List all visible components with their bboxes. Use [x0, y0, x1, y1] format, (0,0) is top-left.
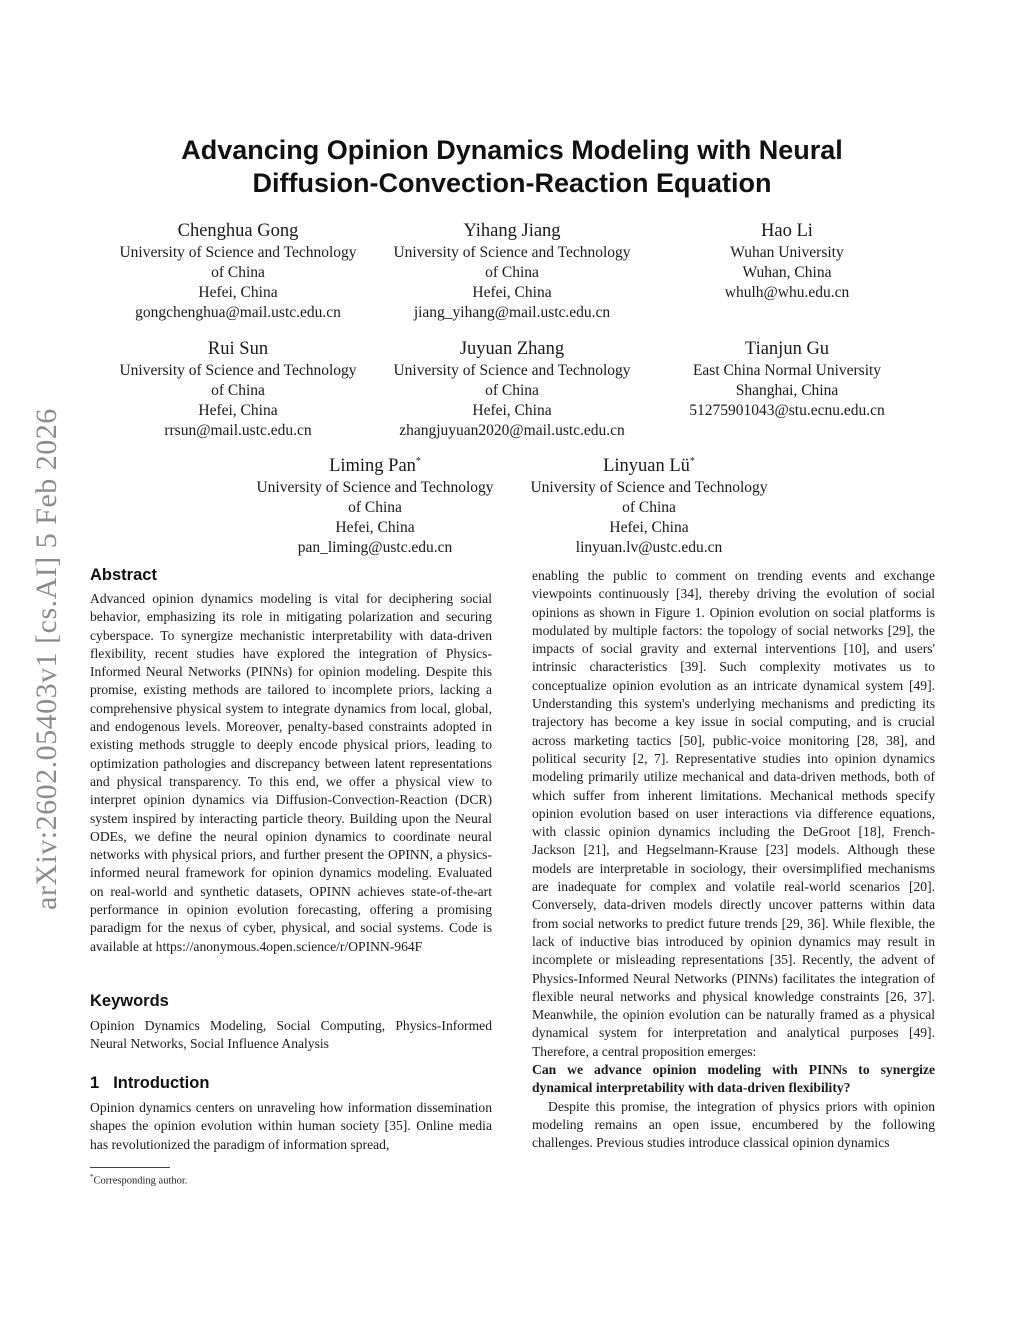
corresponding-mark: *: [415, 456, 421, 467]
introduction-heading: [90, 1074, 209, 1093]
keywords-text: [90, 1017, 492, 1054]
author-email[interactable]: rrsun@mail.ustc.edu.cn: [164, 422, 312, 440]
author-name: Hao Li: [761, 221, 813, 242]
author-location: Hefei, China: [609, 519, 689, 537]
author-location: Hefei, China: [198, 284, 278, 302]
author-block: [372, 333, 652, 441]
author-affiliation: of China: [211, 264, 265, 282]
author-location: Wuhan, China: [742, 264, 832, 282]
author-name: Liming Pan: [329, 456, 416, 477]
introduction-right-text: [532, 567, 935, 1153]
paper-title: [100, 134, 924, 200]
author-email[interactable]: gongchenghua@mail.ustc.edu.cn: [135, 304, 341, 322]
author-affiliation: University of Science and Technology: [119, 244, 357, 262]
author-block: [98, 333, 378, 441]
author-block: [647, 333, 927, 421]
author-email[interactable]: pan_liming@ustc.edu.cn: [297, 539, 453, 557]
author-affiliation: University of Science and Technology: [119, 362, 357, 380]
author-block: [98, 215, 378, 323]
author-affiliation: of China: [348, 499, 402, 517]
author-name: Linyuan Lü: [603, 456, 690, 477]
corresponding-mark: *: [689, 456, 695, 467]
author-location: Hefei, China: [198, 402, 278, 420]
section-title: Introduction: [113, 1074, 210, 1092]
footnote-text: Corresponding author.: [93, 1175, 188, 1187]
author-location: Hefei, China: [335, 519, 415, 537]
author-location: Hefei, China: [472, 402, 552, 420]
author-affiliation: East China Normal University: [692, 362, 882, 380]
author-affiliation: University of Science and Technology: [256, 479, 494, 497]
footnote: [90, 1173, 187, 1187]
author-affiliation: of China: [485, 264, 539, 282]
introduction-paragraph: Opinion dynamics centers on unraveling how information dissemination shapes the opinion evolution within human society [35]. Online media has revolutionized the paradigm of information spread,: [90, 1100, 492, 1152]
author-affiliation: of China: [211, 382, 265, 400]
author-email[interactable]: whulh@whu.edu.cn: [724, 284, 850, 302]
author-email[interactable]: linyuan.lv@ustc.edu.cn: [575, 539, 723, 557]
author-block: [509, 450, 789, 558]
author-affiliation: Wuhan University: [730, 244, 844, 262]
author-name: Rui Sun: [207, 339, 269, 360]
author-name: Tianjun Gu: [744, 339, 830, 360]
author-affiliation: University of Science and Technology: [530, 479, 768, 497]
author-affiliation: University of Science and Technology: [393, 362, 631, 380]
author-name: Yihang Jiang: [463, 221, 561, 242]
arxiv-identifier-stamp: arXiv:2602.05403v1 [cs.AI] 5 Feb 2026: [30, 408, 63, 910]
author-affiliation: of China: [485, 382, 539, 400]
keywords-paragraph: Opinion Dynamics Modeling, Social Computing, Physics-Informed Neural Networks, Social Influence Analysis: [90, 1018, 492, 1052]
footnote-divider: [90, 1167, 170, 1168]
author-email[interactable]: 51275901043@stu.ecnu.edu.cn: [689, 402, 885, 420]
abstract-heading: Abstract: [90, 566, 157, 584]
introduction-left-text: [90, 1099, 492, 1154]
author-block: [647, 215, 927, 303]
author-email[interactable]: jiang_yihang@mail.ustc.edu.cn: [413, 304, 611, 322]
abstract-text: [90, 590, 492, 956]
keywords-heading: Keywords: [90, 992, 169, 1010]
author-name: Juyuan Zhang: [459, 339, 565, 360]
author-affiliation: University of Science and Technology: [393, 244, 631, 262]
author-location: Hefei, China: [472, 284, 552, 302]
introduction-paragraph: Despite this promise, the integration of physics priors with opinion modeling remains an open issue, encumbered by the following challenges. Previous studies introduce classical opinion dynamics: [532, 1098, 935, 1151]
author-block: [235, 450, 515, 558]
footnote-mark: *: [90, 1173, 94, 1181]
research-question: Can we advance opinion modeling with PINNs to synergize dynamical interpretability with data-driven flexibility?: [532, 1062, 935, 1096]
author-block: [372, 215, 652, 323]
introduction-paragraph: enabling the public to comment on trending events and exchange viewpoints continuously [34], thereby driving the evolution of social opinions as shown in Figure 1. Opinion evolution on social platforms is modulated by multiple factors: the topology of social networks [29], the impacts of social gravity and external interventions [10], and users' intrinsic characteristics [39]. Such complexity motivates us to conceptualize opinion evolution as an intricate dynamical system [49]. Understanding this system's underlying mechanisms and predicting its trajectory has become a key issue in social computing, and is crucial across marketing tactics [50], public-voice monitoring [28, 38], and political security [2, 7]. Representative studies into opinion dynamics modeling primarily utilize mechanical and data-driven methods, both of which suffer from inherent limitations. Mechanical methods specify opinion evolution based on user interactions via difference equations, with classic opinion dynamics including the DeGroot [18], French-Jackson [21], and Hegselmann-Krause [23] models. Although these models are interpretable in sociology, their oversimplified mechanisms are inadequate for complex and volatile real-world scenarios [20]. Conversely, data-driven models directly uncover patterns within data from social networks to predict future trends [29, 36]. While flexible, the lack of inductive bias introduced by opinion dynamics may result in incomplete or misleading representations [35]. Recently, the advent of Physics-Informed Neural Networks (PINNs) facilitates the integration of flexible neural networks and physical knowledge constraints [26, 37]. Meanwhile, the opinion evolution can be naturally framed as a physical dynamical system for interpretation and analytical purposes [49]. Therefore, a central proposition emerges:: [532, 568, 935, 1059]
author-location: Shanghai, China: [735, 382, 839, 400]
author-name: Chenghua Gong: [177, 221, 299, 242]
author-email[interactable]: zhangjuyuan2020@mail.ustc.edu.cn: [399, 422, 625, 440]
section-number: 1: [90, 1074, 100, 1092]
paper-title-line-2: Diffusion-Convection-Reaction Equation: [252, 168, 772, 198]
author-affiliation: of China: [622, 499, 676, 517]
paper-title-line-1: Advancing Opinion Dynamics Modeling with Neural: [181, 135, 843, 165]
abstract-paragraph: Advanced opinion dynamics modeling is vital for deciphering social behavior, emphasizing its role in mitigating polarization and securing cyberspace. To synergize mechanistic interpretability with data-driven flexibility, recent studies have explored the integration of Physics-Informed Neural Networks (PINNs) for opinion modeling. Despite this promise, existing methods are tailored to incomplete priors, lacking a comprehensive physical system to integrate dynamics from local, global, and endogenous levels. Moreover, penalty-based constraints adopted in existing methods struggle to deeply encode physical priors, leading to optimization pathologies and discrepancy between latent representations and physical transparency. To this end, we offer a physical view to interpret opinion dynamics via Diffusion-Convection-Reaction (DCR) system inspired by interacting particle theory. Building upon the Neural ODEs, we define the neural opinion dynamics to coordinate neural networks with physical priors, and further present the OPINN, a physics-informed neural framework for opinion dynamics modeling. Evaluated on real-world and synthetic datasets, OPINN achieves state-of-the-art performance in opinion evolution forecasting, offering a promising paradigm for the nexus of cyber, physical, and social systems. Code is available at https://anonymous.4open.science/r/OPINN-964F: [90, 591, 492, 954]
